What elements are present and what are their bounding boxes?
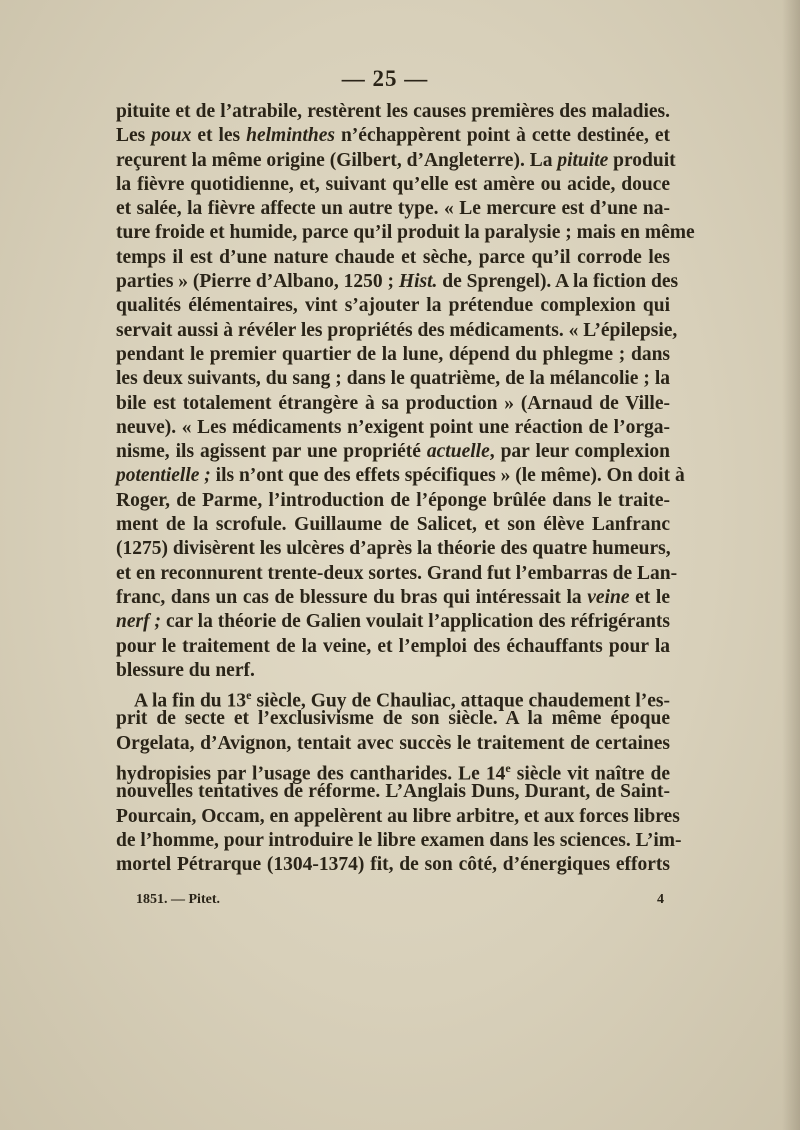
italic-term: potentielle ; <box>116 465 211 487</box>
text-fragment: car la théorie de Galien voulait l’application des réfrigérants <box>161 611 671 633</box>
text-fragment: hydropisies par l’usage des cantharides. Le 14 <box>116 763 506 785</box>
text-fragment: et le <box>629 586 670 608</box>
superscript: e <box>246 688 252 703</box>
text-fragment: ils n’ont que des effets spécifiques » (le même). On doit à <box>210 465 685 487</box>
text-line: ment de la scrofule. Guillaume de Salicet, et son élève Lanfranc <box>116 514 670 536</box>
text-line: et salée, la fièvre affecte un autre type. « Le mercure est d’une na- <box>116 198 670 220</box>
text-line: servait aussi à révéler les propriétés des médicaments. « L’épilepsie, <box>116 319 678 341</box>
text-line <box>116 756 670 785</box>
text-line <box>116 464 685 488</box>
text-line: de l’homme, pour introduire le libre examen dans les sciences. L’im- <box>116 829 682 851</box>
text-line: ture froide et humide, parce qu’il produit la paralysie ; mais en même <box>116 222 695 244</box>
italic-term: actuelle <box>426 441 490 463</box>
text-fragment: reçurent la même origine (Gilbert, d’Angleterre). La <box>116 149 558 171</box>
text-line: pituite et de l’atrabile, restèrent les causes premières des maladies. <box>116 101 670 122</box>
text-line <box>116 149 676 173</box>
text-line: pendant le premier quartier de la lune, dépend du phlegme ; dans <box>116 343 670 365</box>
text-line: bile est totalement étrangère à sa production » (Arnaud de Ville- <box>116 392 670 414</box>
text-line <box>116 610 670 634</box>
text-line: (1275) divisèrent les ulcères d’après la théorie des quatre humeurs, <box>116 538 671 560</box>
text-line: prit de secte et l’exclusivisme de son siècle. A la même époque <box>116 708 670 730</box>
text-line: la fièvre quotidienne, et, suivant qu’elle est amère ou acide, douce <box>116 173 670 195</box>
text-line: mortel Pétrarque (1304-1374) fit, de son côté, d’énergiques efforts <box>116 854 670 876</box>
printer-signature: 1851. — Pitet. <box>136 892 220 907</box>
italic-term: helminthes <box>246 125 335 147</box>
text-line: Pourcain, Occam, en appelèrent au libre arbitre, et aux forces libres <box>116 805 680 827</box>
text-line: nouvelles tentatives de réforme. L’Anglais Duns, Durant, de Saint- <box>116 781 670 803</box>
text-fragment: siècle vit naître de <box>510 763 670 785</box>
page-footer <box>136 892 664 908</box>
text-fragment: n’échappèrent point à cette destinée, et <box>334 125 670 147</box>
text-fragment: produit <box>608 149 676 171</box>
page-edge-shadow <box>782 0 800 1130</box>
text-fragment: Les <box>116 125 152 147</box>
text-line: Orgelata, d’Avignon, tentait avec succès le traitement de certaines <box>116 732 670 754</box>
text-fragment: nisme, ils agissent par une propriété <box>116 441 427 463</box>
text-line: neuve). « Les médicaments n’exigent point une réaction de l’orga- <box>116 416 670 438</box>
text-line: pour le traitement de la veine, et l’emploi des échauffants pour la <box>116 635 670 657</box>
text-fragment: A la fin du 13 <box>134 690 247 712</box>
italic-term: Hist. <box>398 271 438 293</box>
text-line <box>116 683 671 712</box>
italic-term: pituite <box>557 149 609 171</box>
sheet-number: 4 <box>657 892 664 907</box>
text-fragment: et les <box>191 125 247 147</box>
text-line: Roger, de Parme, l’introduction de l’éponge brûlée dans le traite- <box>116 489 670 511</box>
text-line: qualités élémentaires, vint s’ajouter la prétendue complexion qui <box>116 295 670 317</box>
text-fragment: siècle, Guy de Chauliac, attaque chaudement l’es- <box>251 690 671 712</box>
text-fragment: de Sprengel). A la fiction des <box>437 271 679 293</box>
text-fragment: , par leur complexion <box>489 441 671 463</box>
text-line: et en reconnurent trente-deux sortes. Grand fut l’embarras de Lan- <box>116 562 678 584</box>
text-line <box>116 124 670 148</box>
text-line: temps il est d’une nature chaude et sèche, parce qu’il corrode les <box>116 246 670 268</box>
text-line: blessure du nerf. <box>116 659 255 681</box>
text-line: les deux suivants, du sang ; dans le quatrième, de la mélancolie ; la <box>116 368 670 390</box>
italic-term: poux <box>151 125 192 147</box>
text-fragment: franc, dans un cas de blessure du bras qui intéressait la <box>116 586 588 608</box>
text-line <box>116 440 670 464</box>
text-line <box>116 270 679 294</box>
italic-term: nerf ; <box>116 611 162 633</box>
superscript: e <box>505 761 511 776</box>
text-fragment: parties » (Pierre d’Albano, 1250 ; <box>116 271 399 293</box>
italic-term: veine <box>587 586 630 608</box>
body-text <box>116 100 695 878</box>
page-number: — 25 — <box>341 66 429 91</box>
text-line <box>116 586 670 610</box>
